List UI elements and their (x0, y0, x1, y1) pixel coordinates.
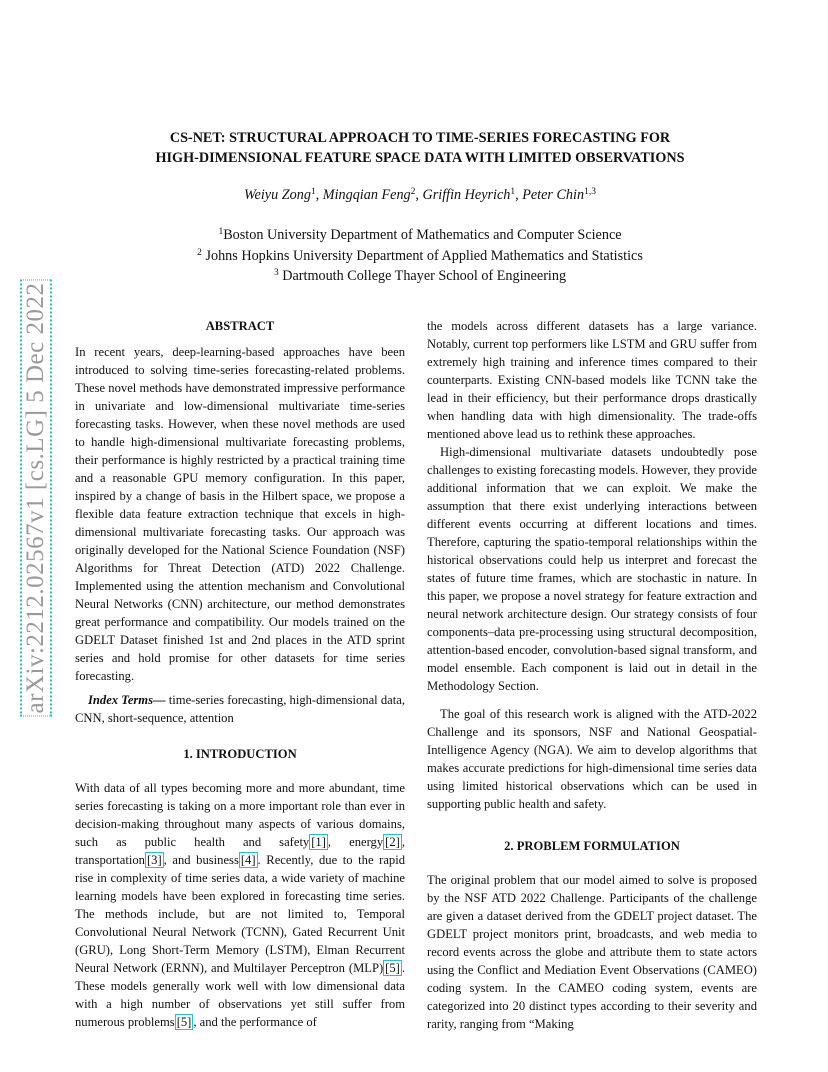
body-text: , transportation (75, 835, 405, 867)
author-name: Weiyu Zong (244, 187, 311, 203)
author-name: Peter Chin (522, 187, 585, 203)
author-affil-mark: 1 (510, 187, 516, 197)
author-affil-mark: 1,3 (584, 187, 596, 197)
author-affil-mark: 2 (410, 187, 416, 197)
left-column (75, 317, 405, 1031)
intro-paragraph-3: The goal of this research work is aligned with the ATD-2022 Challenge and its sponsors, NSF and National Geospatial-Intelligence Agency (NGA). We aim to develop algorithms that makes accurate predictions for high-dimensional time series data using limited historical observations which can be used in supporting public health and safety. (427, 707, 757, 811)
citation-link[interactable]: [5] (176, 1015, 192, 1029)
affiliation-mark: 1 (218, 227, 224, 237)
body-text: . These models generally work well with low dimensional data with a high number of observations yet still suffer from numerous problems (75, 961, 405, 1029)
body-text: , energy (327, 835, 384, 849)
problem-heading: 2. PROBLEM FORMULATION (504, 839, 680, 853)
affiliation-text: Johns Hopkins University Department of Applied Mathematics and Statistics (201, 247, 643, 264)
author-list: Weiyu Zong$^1$, Mingqian Feng$^2$, Griffin Heyrich$^1$, Peter Chin$^{1,3}$ (244, 187, 596, 203)
citation-link[interactable]: [2] (385, 835, 400, 849)
author-name: Griffin Heyrich (422, 187, 511, 203)
body-text: . Recently, due to the rapid rise in complexity of time series data, a wide variety of machine learning models have been explored in forecasting time series. The methods include, but are not limited to, Temporal Convolutional Neural Network (TCNN), Gated Recurrent Unit (GRU), Long Short-Term Memory (LSTM), Elman Recurrent Neural Network (ERNN), and Multilayer Perceptron (MLP) (75, 853, 406, 975)
paper-title-line: CS-NET: STRUCTURAL APPROACH TO TIME-SERIES FORECASTING FOR (169, 130, 671, 146)
author-name: Mingqian Feng (322, 187, 411, 203)
intro-heading: 1. INTRODUCTION (183, 747, 297, 761)
intro-paragraph-1 (75, 779, 405, 1031)
affiliation (90, 266, 750, 287)
affiliation-list (90, 225, 750, 287)
index-terms (75, 691, 405, 727)
index-terms-text: time-series forecasting, high-dimensional data, CNN, short-sequence, attention (75, 693, 405, 725)
affiliation-mark: 2 (197, 247, 202, 258)
paper-title (90, 128, 750, 168)
index-terms-label: Index Terms— (88, 693, 166, 707)
intro-paragraph-2: High-dimensional multivariate datasets undoubtedly pose challenges to existing forecasting models. However, they provide additional information that we can exploit. We make the assumption that there exist underlying interactions between different events occurring at different locations and times. Therefore, capturing the spatio-temporal relationships within the historical observations could help us interpret and forecast the states of future time frames, which are stochastic in nature. In this paper, we propose a novel strategy for feature extraction and neural network architecture design. Our strategy consists of four components–data pre-processing using structural decomposition, attention-based encoder, convolution-based signal transform, and model ensemble. Each component is laid out in detail in the Methodology Section. (427, 445, 757, 693)
intro-paragraph-1-continued: the models across different datasets has a large variance. Notably, current top performers like LSTM and GRU suffer from extremely high training and inference times compared to their counterparts. Existing CNN-based models like TCNN take the lead in their efficiency, but their performance drops drastically when handling data with high dimensionality. The trade-offs mentioned above lead us to rethink these approaches. (427, 319, 757, 441)
affiliation-text: Dartmouth College Thayer School of Engineering (278, 268, 567, 284)
body-text: With data of all types becoming more and more abundant, time series forecasting is taking on a more important role than ever in decision-making throughout many aspects of various domains, such as public health and safety (75, 781, 405, 849)
citation-link[interactable]: [3] (146, 853, 162, 867)
affiliation-mark: 3 (273, 268, 279, 278)
citation-link[interactable]: [1] (311, 835, 326, 849)
paper-title-line: HIGH-DIMENSIONAL FEATURE SPACE DATA WITH LIMITED OBSERVATIONS (155, 150, 685, 166)
author-affil-mark: 1 (310, 187, 316, 197)
right-column (427, 317, 757, 1033)
body-text: , and the performance of (193, 1015, 317, 1029)
abstract-heading: ABSTRACT (205, 319, 275, 333)
abstract-text: In recent years, deep-learning-based approaches have been introduced to solving time-series forecasting-related problems. These novel methods have demonstrated impressive performance in univariate and low-dimensional multivariate time-series forecasting tasks. However, when these novel methods are used to handle high-dimensional multivariate forecasting problems, their performance is highly restricted by a practical training time and a reasonable GPU memory configuration. In this paper, inspired by a change of basis in the Hilbert space, we propose a flexible data feature extraction technique that excels in high-dimensional multivariate forecasting tasks. Our approach was originally developed for the National Science Foundation (NSF) Algorithms for Threat Detection (ATD) 2022 Challenge. Implemented using the attention mechanism and Convolutional Neural Networks (CNN) architecture, our method demonstrates great performance and compatibility. Our models trained on the GDELT Dataset finished 1st and 2nd places in the ATD sprint series and hold promise for other datasets for time series forecasting. (75, 345, 405, 683)
citation-link[interactable]: [4] (240, 853, 256, 867)
problem-paragraph-1: The original problem that our model aimed to solve is proposed by the NSF ATD 2022 Challenge. Participants of the challenge are given a dataset derived from the GDELT project dataset. The GDELT project monitors print, broadcasts, and web media to record events across the globe and attribute them to state actors using the Conflict and Mediation Event Observations (CAMEO) coding system. In the CAMEO coding system, events are categorized into 20 distinct types according to their severity and rarity, ranging from “Making (427, 873, 757, 1031)
affiliation (90, 246, 750, 267)
arxiv-stamp-text: arXiv:2212.02567v1 [cs.LG] 5 Dec 2022 (20, 280, 52, 717)
citation-link[interactable]: [5] (385, 961, 400, 975)
affiliation (90, 225, 750, 246)
affiliation-text: Boston University Department of Mathematics and Computer Science (223, 227, 622, 243)
body-text: , and business (163, 853, 239, 867)
